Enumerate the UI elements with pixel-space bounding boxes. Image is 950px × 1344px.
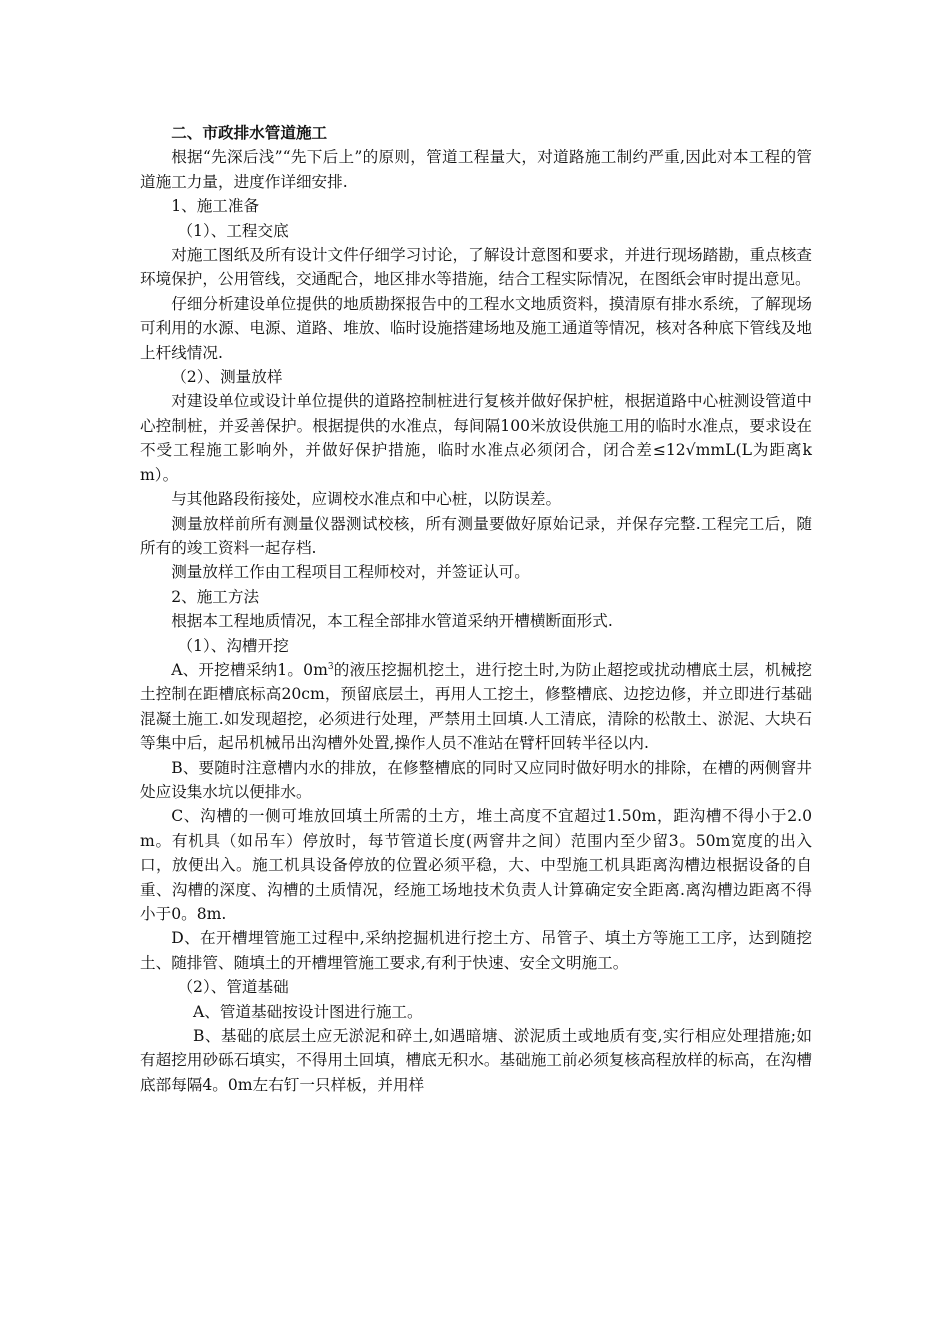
paragraph-foundation-a: A、管道基础按设计图进行施工。 bbox=[193, 1002, 423, 1021]
excavation-a-start: A、开挖槽采纳1。0m bbox=[171, 660, 328, 679]
heading-construction-preparation: 1、施工准备 bbox=[171, 197, 260, 216]
paragraph-survey-1: 对建设单位或设计单位提供的道路控制桩进行复核并做好保护桩，根据道路中心桩测设管道中心控制桩，并妥善保护。根据提供的水准点，每间隔100米放设供施工用的临时水准点，要求设在不受工程施工影响外，并做好保护措施，临时水准点必须闭合，闭合差≤12√mmL(L为距离km）。 bbox=[140, 392, 812, 484]
section-title: 二、市政排水管道施工 bbox=[171, 123, 328, 142]
paragraph-excavation-b: B、要随时注意槽内水的排放，在修整槽底的同时又应同时做好明水的排除，在槽的两侧窨井处应设集水坑以便排水。 bbox=[140, 758, 812, 801]
intro-paragraph: 根据“先深后浅”“先下后上”的原则，管道工程量大，对道路施工制约严重,因此对本工程的管道施工力量，进度作详细安排. bbox=[140, 148, 812, 191]
heading-survey-layout: （2）、测量放样 bbox=[171, 368, 283, 387]
heading-construction-method: 2、施工方法 bbox=[171, 587, 260, 606]
heading-trench-excavation: （1）、沟槽开挖 bbox=[177, 636, 289, 655]
paragraph-survey-3: 测量放样前所有测量仪器测试校核，所有测量要做好原始记录，并保存完整.工程完工后，随所有的竣工资料一起存档. bbox=[140, 514, 812, 557]
paragraph-survey-2: 与其他路段衔接处，应调校水准点和中心桩，以防误差。 bbox=[171, 490, 562, 509]
heading-project-briefing: （1）、工程交底 bbox=[177, 221, 289, 240]
paragraph-excavation-a bbox=[140, 658, 812, 756]
heading-pipe-foundation: （2）、管道基础 bbox=[177, 978, 289, 997]
cubic-superscript: 3 bbox=[327, 661, 334, 672]
paragraph-excavation-c: C、沟槽的一侧可堆放回填土所需的土方，堆土高度不宜超过1.50m，距沟槽不得小于2.0m。有机具（如吊车）停放时，每节管道长度(两窨井之间）范围内至少留3。50m宽度的出入口，放便出入。施工机具设备停放的位置必须平稳，大、中型施工机具距离沟槽边根据设备的自重、沟槽的深度、沟槽的土质情况，经施工场地技术负责人计算确定安全距离.离沟槽边距离不得小于0。8m. bbox=[140, 807, 812, 923]
paragraph-briefing-1: 对施工图纸及所有设计文件仔细学习讨论，了解设计意图和要求，并进行现场踏勘，重点核查环境保护，公用管线，交通配合，地区排水等措施，结合工程实际情况，在图纸会审时提出意见。 bbox=[140, 246, 812, 289]
excavation-a-rest: 的液压挖掘机挖土，进行挖土时,为防止超挖或扰动槽底土层，机械挖土控制在距槽底标高20cm，预留底层土，再用人工挖土，修整槽底、边挖边修，并立即进行基础混凝土施工.如发现超挖，必须进行处理，严禁用土回填.人工清底，清除的松散土、淤泥、大块石等集中后，起吊机械吊出沟槽外处置,操作人员不准站在臂杆回转半径以内. bbox=[140, 660, 812, 753]
paragraph-foundation-b: B、基础的底层土应无淤泥和碎土,如遇暗塘、淤泥质土或地质有变,实行相应处理措施;如有超挖用砂砾石填实，不得用土回填，槽底无积水。基础施工前必须复核高程放样的标高，在沟槽底部每隔4。0m左右钉一只样板，并用样 bbox=[140, 1027, 812, 1094]
paragraph-method-intro: 根据本工程地质情况，本工程全部排水管道采纳开槽横断面形式. bbox=[171, 612, 613, 631]
paragraph-survey-4: 测量放样工作由工程项目工程师校对，并签证认可。 bbox=[171, 563, 530, 582]
paragraph-briefing-2: 仔细分析建设单位提供的地质勘探报告中的工程水文地质资料，摸清原有排水系统，了解现场可利用的水源、电源、道路、堆放、临时设施搭建场地及施工通道等情况，核对各种底下管线及地上杆线情况. bbox=[140, 294, 812, 362]
paragraph-excavation-d: D、在开槽埋管施工过程中,采纳挖掘机进行挖土方、吊管子、填土方等施工工序，达到随挖土、随排管、随填土的开槽埋管施工要求,有利于快速、安全文明施工。 bbox=[140, 929, 812, 972]
document-page bbox=[140, 121, 812, 1097]
